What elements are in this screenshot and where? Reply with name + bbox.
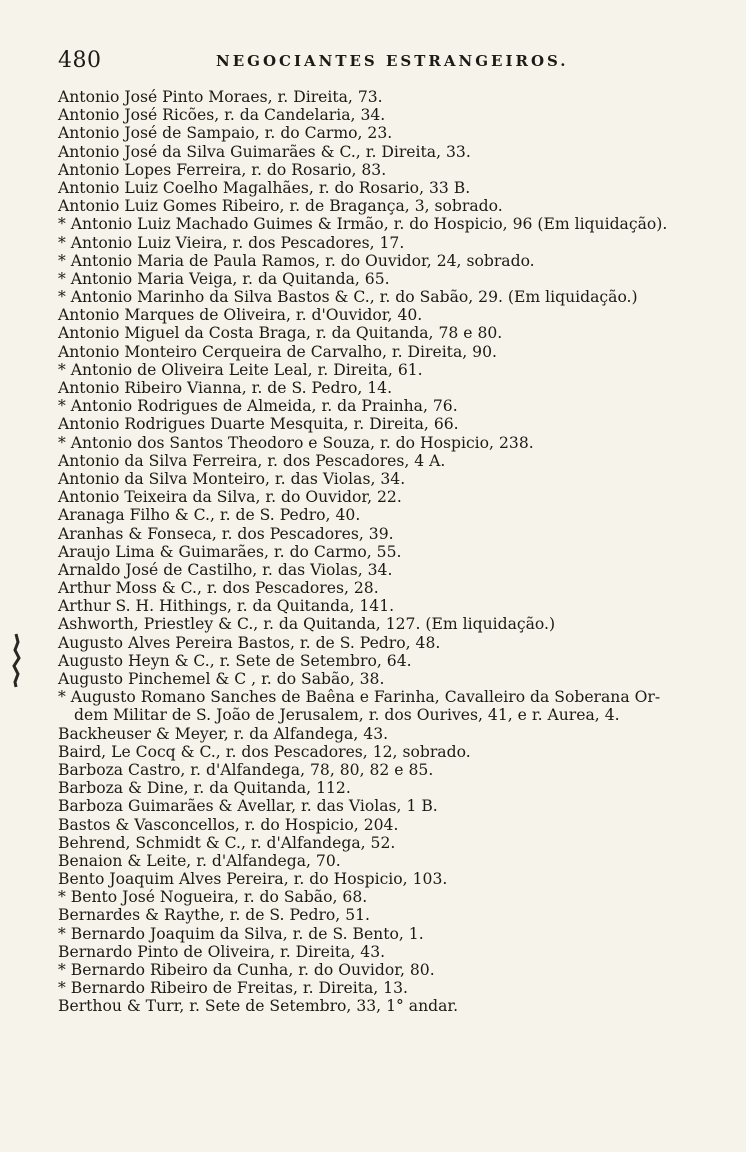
list-item: Antonio Miguel da Costa Braga, r. da Quitanda, 78 e 80.: [58, 324, 503, 343]
list-item: * Bento José Nogueira, r. do Sabão, 68.: [58, 888, 368, 907]
list-item: Antonio José de Sampaio, r. do Carmo, 23.: [58, 124, 393, 143]
list-item: Bento Joaquim Alves Pereira, r. do Hospicio, 103.: [58, 870, 448, 889]
list-item: Antonio da Silva Ferreira, r. dos Pescadores, 4 A.: [58, 451, 446, 470]
list-item: Barboza Castro, r. d'Alfandega, 78, 80, 82 e 85.: [58, 760, 434, 779]
list-item: Berthou & Turr, r. Sete de Setembro, 33, 1° andar.: [58, 997, 459, 1016]
list-item: Arthur Moss & C., r. dos Pescadores, 28.: [58, 579, 379, 598]
list-item: Backheuser & Meyer, r. da Alfandega, 43.: [58, 724, 389, 743]
list-item: * Antonio Luiz Vieira, r. dos Pescadores, 17.: [58, 233, 405, 252]
merchant-list: [58, 88, 698, 1016]
list-item: * Antonio Maria de Paula Ramos, r. do Ouvidor, 24, sobrado.: [58, 251, 535, 270]
list-item: Antonio Rodrigues Duarte Mesquita, r. Direita, 66.: [58, 415, 459, 434]
list-item: Arthur S. H. Hithings, r. da Quitanda, 141.: [58, 597, 395, 616]
list-item: Antonio José Ricões, r. da Candelaria, 34.: [58, 106, 386, 125]
list-item: Benaion & Leite, r. d'Alfandega, 70.: [58, 851, 341, 870]
list-item: Bernardo Pinto de Oliveira, r. Direita, 43.: [58, 942, 386, 961]
list-item: * Bernardo Joaquim da Silva, r. de S. Bento, 1.: [58, 924, 424, 943]
list-item: Antonio da Silva Monteiro, r. das Violas, 34.: [58, 469, 406, 488]
list-item: Aranaga Filho & C., r. de S. Pedro, 40.: [58, 506, 361, 525]
list-item: Antonio Ribeiro Vianna, r. de S. Pedro, 14.: [58, 379, 393, 397]
list-item: Bastos & Vasconcellos, r. do Hospicio, 204.: [58, 815, 399, 834]
list-item: Behrend, Schmidt & C., r. d'Alfandega, 52.: [58, 833, 396, 852]
page-header: [58, 48, 698, 78]
list-item: * Bernardo Ribeiro de Freitas, r. Direita, 13.: [58, 979, 408, 998]
list-item: * Antonio dos Santos Theodoro e Souza, r. do Hospicio, 238.: [58, 433, 534, 452]
running-head: NEGOCIANTES ESTRANGEIROS.: [216, 52, 569, 70]
list-item: Antonio José Pinto Moraes, r. Direita, 73.: [58, 88, 383, 106]
list-item: Antonio Teixeira da Silva, r. do Ouvidor, 22.: [58, 488, 402, 507]
list-item: Barboza & Dine, r. da Quitanda, 112.: [58, 779, 351, 798]
list-item: * Augusto Romano Sanches de Baêna e Farinha, Cavalleiro da Soberana Or-: [58, 688, 661, 707]
list-item: Araujo Lima & Guimarães, r. do Carmo, 55.: [58, 542, 402, 561]
list-item: Antonio Luiz Gomes Ribeiro, r. de Bragança, 3, sobrado.: [58, 197, 503, 216]
list-item: Antonio Lopes Ferreira, r. do Rosario, 83.: [58, 160, 387, 179]
list-item: * Antonio de Oliveira Leite Leal, r. Direita, 61.: [58, 360, 423, 379]
list-item: * Antonio Maria Veiga, r. da Quitanda, 65.: [58, 269, 390, 288]
margin-ink-mark-icon: [10, 632, 22, 688]
page-number: 480: [58, 48, 102, 73]
list-item: Augusto Alves Pereira Bastos, r. de S. Pedro, 48.: [58, 633, 441, 652]
list-item-continuation: dem Militar de S. João de Jerusalem, r. dos Ourives, 41, e r. Aurea, 4.: [74, 706, 620, 725]
list-item: Ashworth, Priestley & C., r. da Quitanda, 127. (Em liquidação.): [58, 615, 556, 634]
list-item: Arnaldo José de Castilho, r. das Violas, 34.: [58, 560, 393, 579]
list-item: * Antonio Rodrigues de Almeida, r. da Prainha, 76.: [58, 397, 458, 416]
list-item: Antonio Luiz Coelho Magalhães, r. do Rosario, 33 B.: [58, 178, 471, 197]
list-item: * Antonio Luiz Machado Guimes & Irmão, r. do Hospicio, 96 (Em liquidação).: [58, 215, 668, 234]
list-item: Barboza Guimarães & Avellar, r. das Violas, 1 B.: [58, 797, 438, 816]
list-item: * Bernardo Ribeiro da Cunha, r. do Ouvidor, 80.: [58, 961, 435, 979]
list-item: Antonio Marques de Oliveira, r. d'Ouvidor, 40.: [58, 306, 423, 325]
list-item: Bernardes & Raythe, r. de S. Pedro, 51.: [58, 906, 371, 925]
list-item: Antonio Monteiro Cerqueira de Carvalho, r. Direita, 90.: [58, 342, 497, 361]
list-item: Aranhas & Fonseca, r. dos Pescadores, 39.: [58, 524, 394, 543]
list-item: Augusto Heyn & C., r. Sete de Setembro, 64.: [58, 651, 412, 670]
list-item: Baird, Le Cocq & C., r. dos Pescadores, 12, sobrado.: [58, 742, 471, 761]
list-item: Antonio José da Silva Guimarães & C., r. Direita, 33.: [58, 142, 471, 161]
list-item: Augusto Pinchemel & C , r. do Sabão, 38.: [58, 670, 385, 688]
list-item: * Antonio Marinho da Silva Bastos & C., r. do Sabão, 29. (Em liquidação.): [58, 288, 638, 307]
